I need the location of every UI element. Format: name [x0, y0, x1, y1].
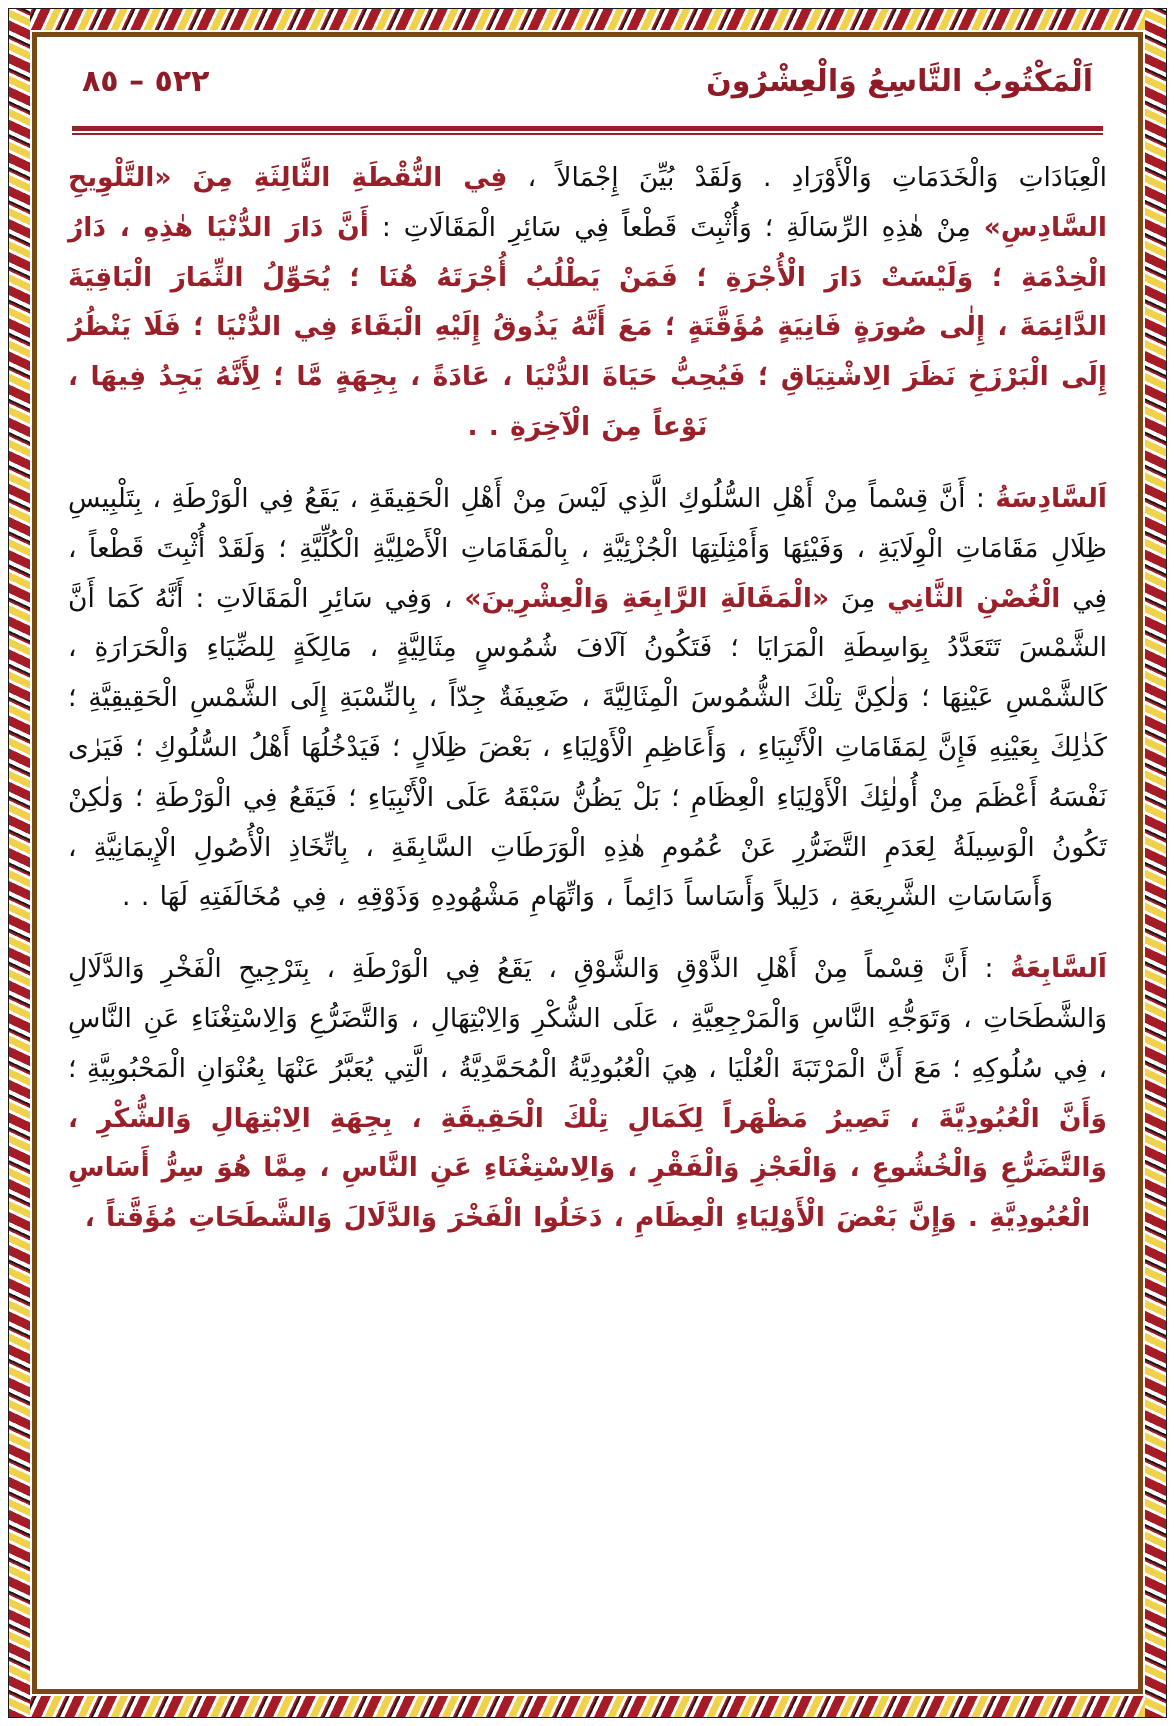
header-rule-thick — [72, 126, 1103, 131]
section-heading-sixth: اَلسَّادِسَةُ — [995, 482, 1107, 514]
page-content — [44, 44, 1131, 1682]
body-text — [64, 135, 1111, 1243]
section-heading-seventh: اَلسَّابِعَةُ — [1010, 953, 1107, 985]
page-header — [64, 58, 1111, 120]
text-run-emphasis: الْغُصْنِ الثَّانِي — [887, 582, 1061, 614]
text-run-emphasis: وَأَنَّ الْعُبُودِيَّةَ ، تَصِيرُ مَظْهَراً لِكَمَالِ تِلْكَ الْحَقِيقَةِ ، بِجِهَةِ الِابْتِهَالِ وَالشُّكْرِ ، وَالتَّضَرُّعِ وَالْخُشُوعِ ، وَالْعَجْزِ وَالْفَقْرِ ، وَالِاسْتِغْنَاءِ عَنِ النَّاسِ ، مِمَّا هُوَ سِرُّ أَسَاسِ الْعُبُودِيَّةِ . وَإِنَّ بَعْضَ الْأَوْلِيَاءِ الْعِظَامِ ، دَخَلُوا الْفَخْرَ وَالدَّلَالَ وَالشَّطَحَاتِ مُؤَقَّتاً ، — [68, 1102, 1107, 1234]
text-run: مِنْ هٰذِهِ الرِّسَالَةِ ؛ وَأُثْبِتَ قَطْعاً فِي سَائِرِ الْمَقَالَاتِ : — [368, 211, 984, 243]
folio-number: ٥٢٢ – ٨٥ — [82, 64, 210, 99]
text-run: ، وَفِي سَائِرِ الْمَقَالَاتِ : أَنَّهُ كَمَا أَنَّ الشَّمْسَ تَتَعَدَّدُ بِوَاسِطَةِ الْمَرَايَا ؛ فَتَكُونُ آلَافَ شُمُوسٍ مِثَالِيَّةٍ ، مَالِكَةٍ لِلضِّيَاءِ وَالْحَرَارَةِ ، كَالشَّمْسِ عَيْنِهَا ؛ وَلٰكِنَّ تِلْكَ الشُّمُوسَ الْمِثَالِيَّةَ ، ضَعِيفَةٌ جِدّاً ، بِالنِّسْبَةِ إِلَى الشَّمْسِ الْحَقِيقِيَّةِ ؛ كَذٰلِكَ بِعَيْنِهِ فَإِنَّ لِمَقَامَاتِ الْأَنْبِيَاءِ ، وَأَعَاظِمِ الْأَوْلِيَاءِ ، بَعْضَ ظِلَالٍ ؛ فَيَدْخُلُهَا أَهْلُ السُّلُوكِ ؛ فَيَرٰى نَفْسَهُ أَعْظَمَ مِنْ أُولٰئِكَ الْأَوْلِيَاءِ الْعِظَامِ ؛ بَلْ يَظُنُّ سَبْقَهُ عَلَى الْأَنْبِيَاءِ ؛ فَيَقَعُ فِي الْوَرْطَةِ ؛ وَلٰكِنْ تَكُونُ الْوَسِيلَةُ لِعَدَمِ التَّضَرُّرِ عَنْ عُمُومِ هٰذِهِ الْوَرَطَاتِ السَّابِقَةِ ، بِاتِّخَاذِ الْأُصُولِ الْإِيمَانِيَّةِ ، وَأَسَاسَاتِ الشَّرِيعَةِ ، دَلِيلاً وَأَسَاساً دَائِماً ، وَاتِّهَامِ مَشْهُودِهِ وَذَوْقِهِ ، فِي مُخَالَفَتِهِ لَهَا . . — [68, 582, 1107, 913]
border-ornament-bottom — [8, 1696, 1167, 1718]
paragraph-1 — [68, 153, 1107, 452]
paragraph-3 — [68, 944, 1107, 1243]
page-title: اَلْمَكْتُوبُ التَّاسِعُ وَالْعِشْرُونَ — [706, 64, 1093, 99]
text-run-emphasis: أَنَّ دَارَ الدُّنْيَا هٰذِهِ ، دَارُ الْخِدْمَةِ ؛ وَلَيْسَتْ دَارَ الْأُجْرَةِ ؛ فَمَنْ يَطْلُبُ أُجْرَتَهُ هُنَا ؛ يُحَوِّلُ الثِّمَارَ الْبَاقِيَةَ الدَّائِمَةَ ، إِلٰى صُورَةٍ فَانِيَةٍ مُؤَقَّتَةٍ ؛ مَعَ أَنَّهُ يَذُوقُ إِلَيْهِ الْبَقَاءَ فِي الدُّنْيَا ؛ فَلَا يَنْظُرُ إِلَى الْبَرْزَخِ نَظَرَ الِاشْتِيَاقِ ؛ فَيُحِبُّ حَيَاةَ الدُّنْيَا ، عَادَةً ، بِجِهَةٍ مَّا ؛ لِأَنَّهُ يَجِدُ فِيهَا ، نَوْعاً مِنَ الْآخِرَةِ . . — [68, 211, 1107, 443]
border-ornament-top — [8, 8, 1167, 30]
border-ornament-right — [1145, 8, 1167, 1718]
text-run: : أَنَّ قِسْماً مِنْ أَهْلِ الذَّوْقِ وَالشَّوْقِ ، يَقَعُ فِي الْوَرْطَةِ ، بِتَرْجِيحِ الْفَخْرِ وَالدَّلَالِ وَالشَّطَحَاتِ ، وَتَوَجُّهِ النَّاسِ وَالْمَرْجِعِيَّةِ ، عَلَى الشُّكْرِ وَالِابْتِهَالِ ، وَالتَّضَرُّعِ وَالِاسْتِغْنَاءِ عَنِ النَّاسِ ، فِي سُلُوكِهِ ؛ مَعَ أَنَّ الْمَرْتَبَةَ الْعُلْيَا ، هِيَ الْعُبُودِيَّةُ الْمُحَمَّدِيَّةُ ، الَّتِي يُعَبَّرُ عَنْهَا بِعُنْوَانِ الْمَحْبُوبِيَّةِ ؛ — [68, 953, 1107, 1084]
text-run-emphasis: «الْمَقَالَةِ الرَّابِعَةِ وَالْعِشْرِينَ» — [464, 582, 830, 614]
border-ornament-left — [8, 8, 30, 1718]
text-run: الْعِبَادَاتِ وَالْخَدَمَاتِ وَالْأَوْرَادِ . وَلَقَدْ بُيِّنَ إِجْمَالاً ، — [507, 162, 1107, 193]
text-run: مِنَ — [829, 582, 888, 614]
text-run-emphasis: فِي النُّقْطَةِ الثَّالِثَةِ مِنَ «التَّلْوِيحِ السَّادِسِ» — [68, 162, 1107, 243]
paragraph-2 — [68, 474, 1107, 922]
text-run: : أَنَّ قِسْماً مِنْ أَهْلِ السُّلُوكِ الَّذِي لَيْسَ مِنْ أَهْلِ الْحَقِيقَةِ ، يَقَعُ فِي الْوَرْطَةِ ، بِتَلْبِيسِ ظِلَالِ مَقَامَاتِ الْوِلَايَةِ ، وَفَيْئِهَا وَأَمْثِلَتِهَا الْجُزْئِيَّةِ ، بِالْمَقَامَاتِ الْأَصْلِيَّةِ الْكُلِّيَّةِ ؛ وَلَقَدْ أُثْبِتَ قَطْعاً ، فِي — [68, 482, 1107, 614]
